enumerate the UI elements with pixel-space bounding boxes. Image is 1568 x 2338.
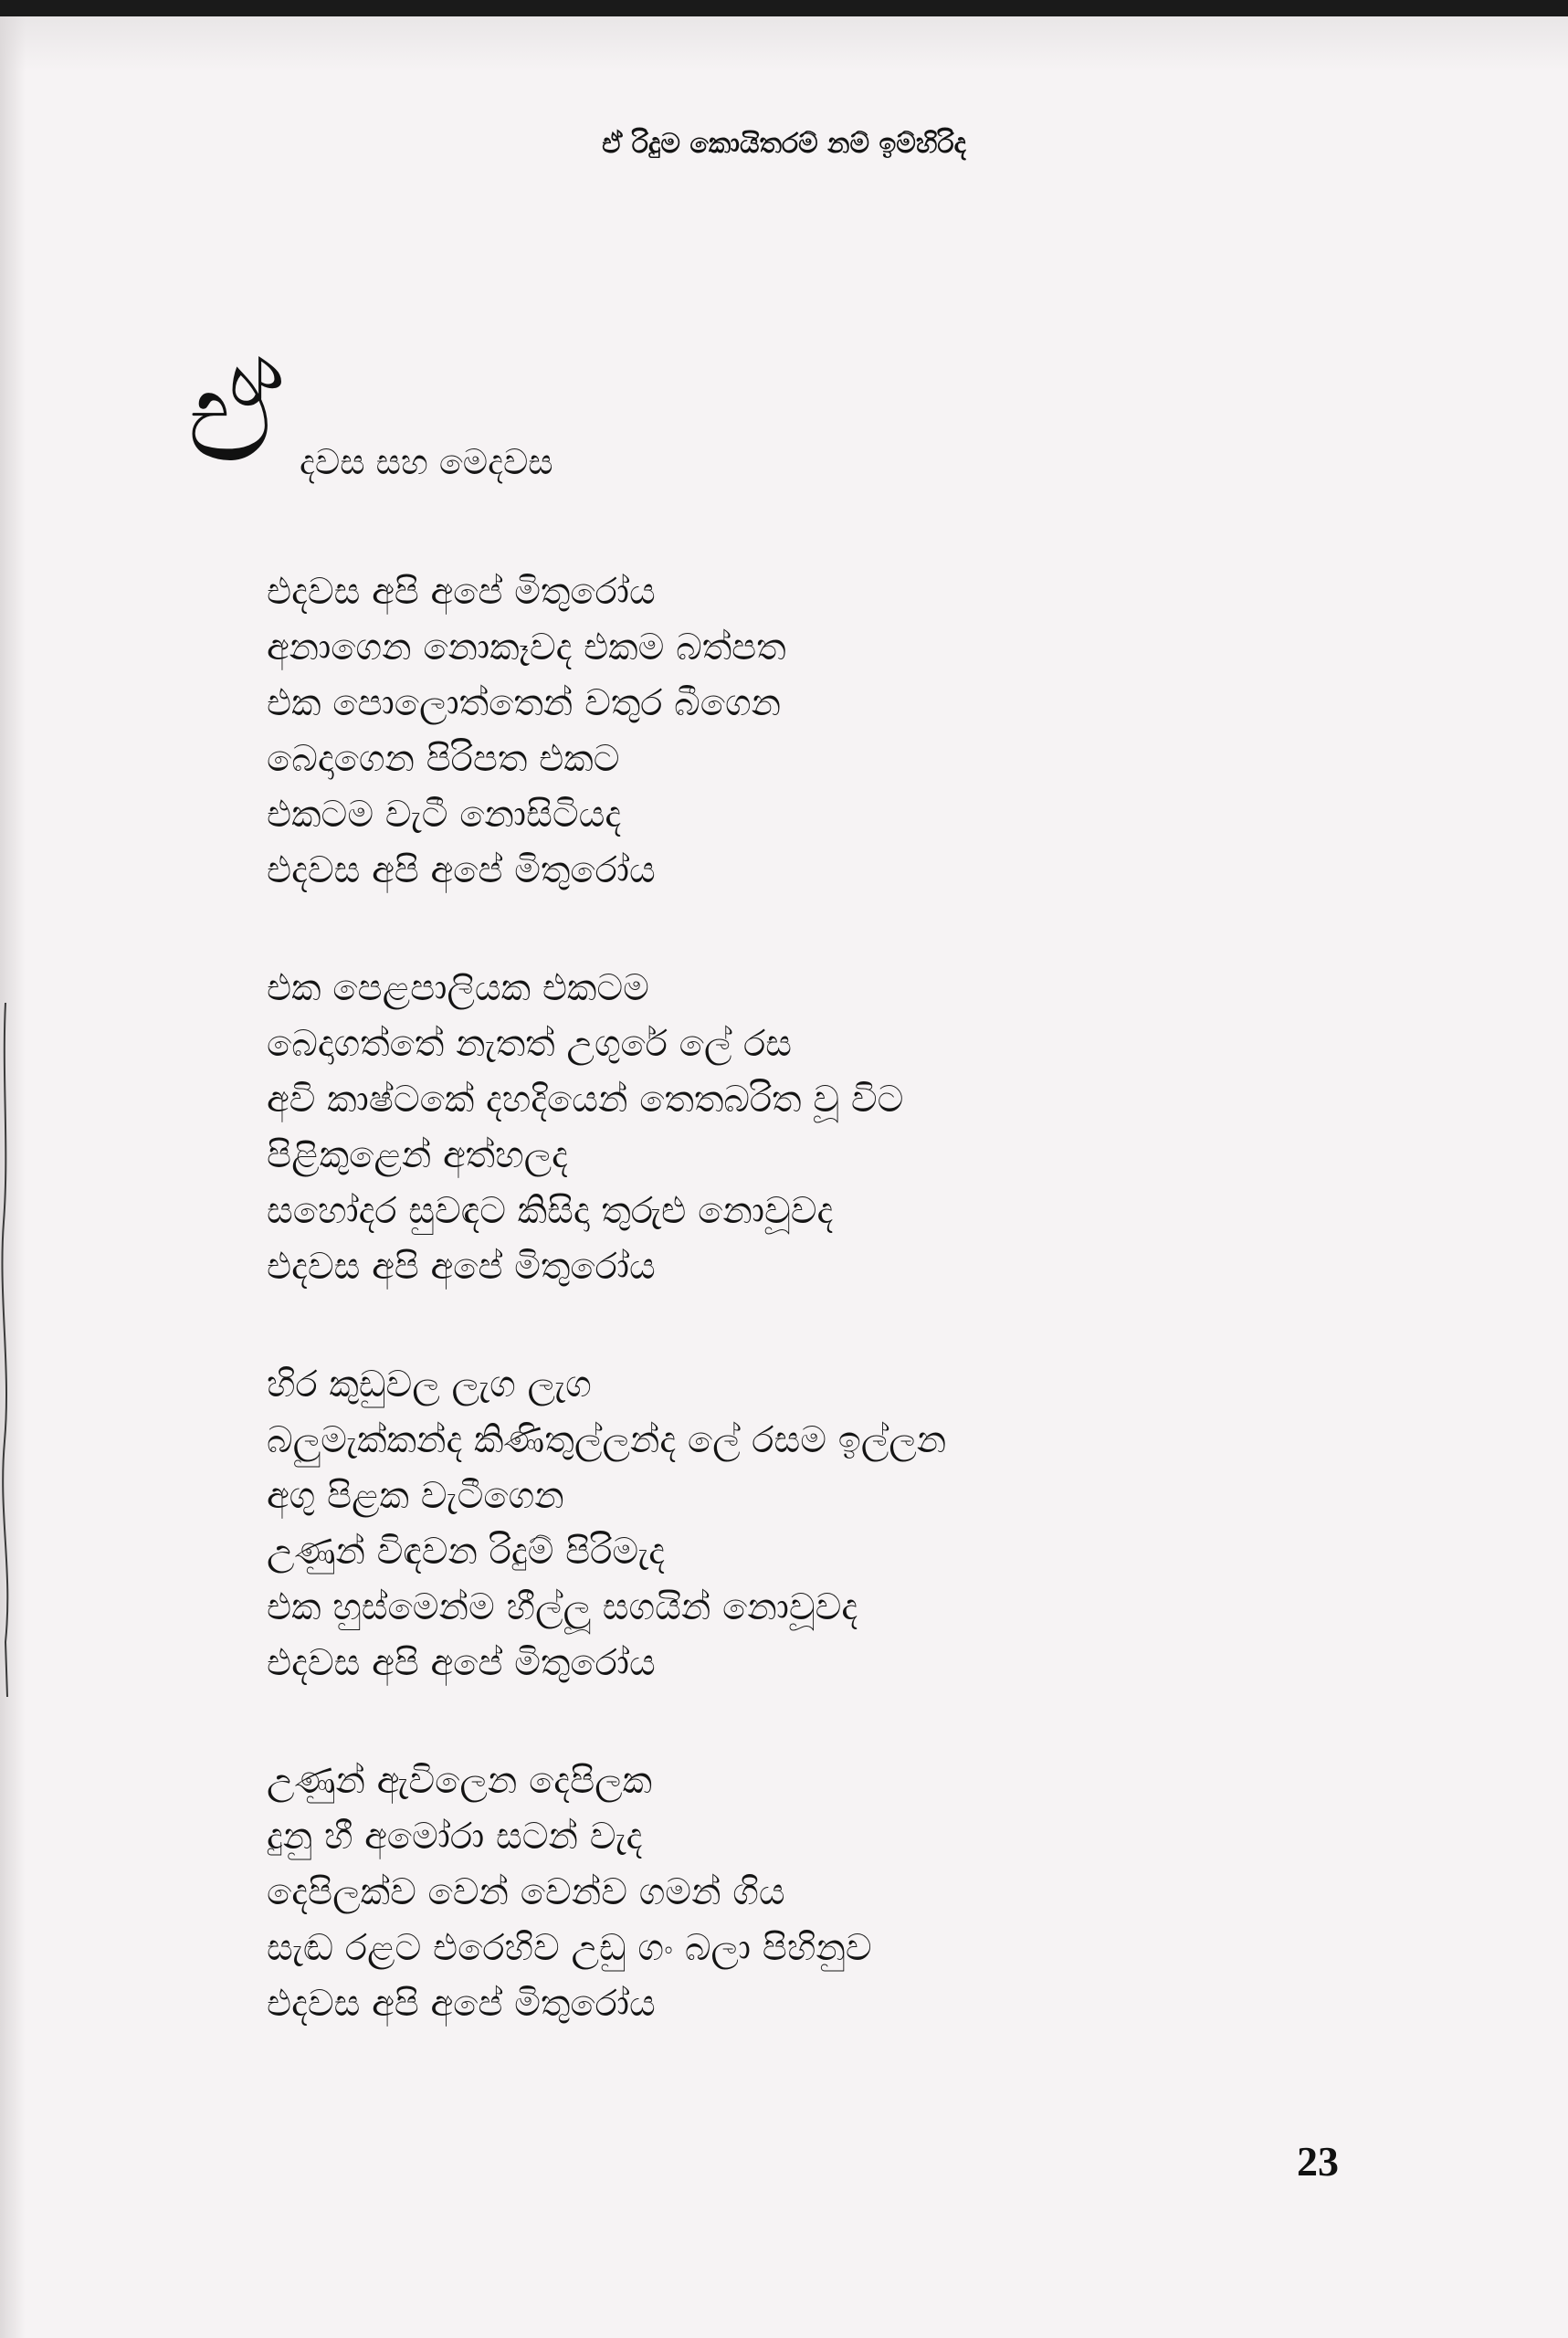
page-top-shadow bbox=[0, 16, 1568, 71]
poem-line: එක පොලොත්තෙන් වතුර බීගෙන bbox=[267, 682, 782, 724]
poem-line: උණුන් ඇවිලෙන දෙපිලක bbox=[267, 1760, 653, 1802]
poem-line: එදවස අපි අපේ මිතුරෝය bbox=[267, 1246, 656, 1288]
poem-line: බලුමැක්කන්ද කිණිතුල්ලන්ද ලේ රසම ඉල්ලන bbox=[267, 1419, 947, 1461]
page-number: 23 bbox=[1297, 2138, 1339, 2185]
poem-dropcap: ඒ bbox=[187, 343, 281, 490]
stanza bbox=[267, 1754, 1363, 2032]
poem-line: අවි කාෂ්ටකේ දහදියෙන් තෙතබරිත වූ විට bbox=[267, 1079, 904, 1121]
poem-line: එදවස අපි අපේ මිතුරෝය bbox=[267, 1983, 656, 2025]
poem-line: දෙපිලක්ව වෙන් වෙන්ව ගමන් ගිය bbox=[267, 1871, 785, 1913]
poem-line: බෙදාගෙන පිරිපත එකට bbox=[267, 738, 620, 780]
book-page bbox=[0, 16, 1568, 2338]
poem-line: එක හුස්මෙන්ම හීල්ලූ සගයින් නොවූවද bbox=[267, 1586, 858, 1628]
margin-ink-mark bbox=[0, 1003, 37, 1697]
poem-line: එදවස අපි අපේ මිතුරෝය bbox=[267, 849, 656, 891]
poem-line: අනාගෙන නොකෑවද එකම බත්පත bbox=[267, 627, 786, 669]
poem-line: අගු පිළක වැටීගෙන bbox=[267, 1475, 564, 1517]
poem-line: බෙදාගත්තේ නැතත් උගුරේ ලේ රස bbox=[267, 1023, 793, 1065]
stanza bbox=[267, 961, 1363, 1295]
poem-title: දවස සහ මෙදවස bbox=[300, 442, 553, 482]
poem-line: සහෝදර සුවඳට කිසිදා තුරුළු නොවූවද bbox=[267, 1190, 834, 1232]
stanza bbox=[267, 564, 1363, 899]
poem-line: උණුන් විඳවන රිදුම් පිරිමැද bbox=[267, 1531, 666, 1573]
stanza bbox=[267, 1357, 1363, 1691]
poem-line: පිළිකුළෙන් අත්හලද bbox=[267, 1134, 568, 1176]
poem-line: එකටම වැටී නොසිටියද bbox=[267, 794, 622, 836]
poem-line: සැඬ රළට එරෙහිව උඩු ගං බලා පිහිනුව bbox=[267, 1927, 872, 1969]
poem-line: එදවස අපි අපේ මිතුරෝය bbox=[267, 571, 656, 613]
poem-line: එදවස අපි අපේ මිතුරෝය bbox=[267, 1642, 656, 1684]
poem-line: එක පෙළපාලියක එකටම bbox=[267, 967, 649, 1009]
poem-line: හිර කුඩුවල ලැග ලැග bbox=[267, 1364, 592, 1406]
poem-body bbox=[267, 564, 1363, 2094]
poem-line: දුනු හී අමෝරා සටන් වැද bbox=[267, 1816, 643, 1858]
running-header: ඒ රිදුම කොයිතරම් නම් ඉම්හිරිද bbox=[602, 128, 966, 160]
